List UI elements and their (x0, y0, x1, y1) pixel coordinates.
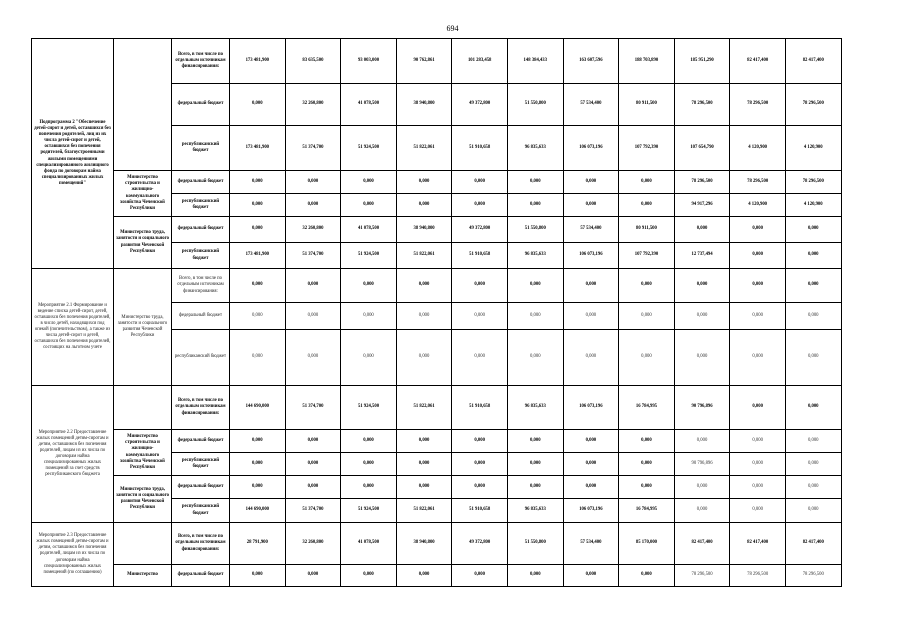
value-cell: 78 296,500 (785, 84, 841, 126)
value-cell: 0,000 (674, 476, 730, 499)
value-cell: 0,000 (285, 171, 341, 194)
value-cell: 0,000 (730, 330, 786, 386)
value-cell: 0,000 (341, 269, 397, 303)
source-total: Всего, в том числе по отдельным источникам финансирования: (172, 269, 230, 303)
value-cell: 0,000 (730, 430, 786, 453)
value-cell: 0,000 (563, 453, 619, 476)
source-federal: федеральный бюджет (172, 217, 230, 243)
value-cell: 0,000 (507, 171, 563, 194)
value-cell: 0,000 (785, 269, 841, 303)
executor-minstroy: Министерство строительства и жилищно-коммунального хозяйства Чеченской Республики (114, 430, 172, 476)
value-cell: 107 654,790 (674, 126, 730, 171)
source-republic: республиканский бюджет (172, 330, 230, 386)
value-cell: 0,000 (285, 303, 341, 330)
value-cell: 0,000 (285, 194, 341, 217)
value-cell: 0,000 (452, 171, 508, 194)
executor-cell (114, 386, 172, 430)
value-cell: 0,000 (674, 430, 730, 453)
value-cell: 41 078,500 (341, 523, 397, 565)
value-cell: 173 481,900 (230, 39, 286, 84)
value-cell: 0,000 (396, 476, 452, 499)
executor-mintrud: Министерство труда, занятости и социального развития Чеченской Республики (114, 217, 172, 269)
value-cell: 0,000 (396, 171, 452, 194)
value-cell: 0,000 (230, 84, 286, 126)
executor-ministry: Министерство (114, 565, 172, 587)
value-cell: 0,000 (341, 453, 397, 476)
value-cell: 51 822,061 (396, 386, 452, 430)
value-cell: 0,000 (507, 330, 563, 386)
value-cell: 0,000 (230, 269, 286, 303)
value-cell: 78 296,500 (674, 565, 730, 587)
budget-table (31, 38, 842, 587)
executor-mintrud: Министерство труда, занятости и социального развития Чеченской Республики (114, 476, 172, 523)
value-cell: 0,000 (730, 269, 786, 303)
value-cell: 0,000 (507, 303, 563, 330)
value-cell: 188 703,890 (619, 39, 675, 84)
value-cell: 0,000 (674, 217, 730, 243)
value-cell: 0,000 (396, 565, 452, 587)
value-cell: 57 534,400 (563, 84, 619, 126)
value-cell: 0,000 (730, 217, 786, 243)
source-republic: республиканский бюджет (172, 243, 230, 269)
value-cell: 96 835,633 (507, 243, 563, 269)
value-cell: 0,000 (230, 330, 286, 386)
value-cell: 0,000 (341, 194, 397, 217)
value-cell: 107 792,390 (619, 126, 675, 171)
value-cell: 0,000 (785, 386, 841, 430)
value-cell: 51 550,800 (507, 523, 563, 565)
value-cell: 12 737,494 (674, 243, 730, 269)
value-cell: 96 835,633 (507, 126, 563, 171)
value-cell: 96 835,633 (507, 499, 563, 523)
value-cell: 0,000 (230, 453, 286, 476)
value-cell: 51 910,658 (452, 386, 508, 430)
source-republic: республиканский бюджет (172, 453, 230, 476)
value-cell: 0,000 (730, 453, 786, 476)
value-cell: 0,000 (674, 303, 730, 330)
value-cell: 0,000 (730, 303, 786, 330)
value-cell: 107 792,390 (619, 243, 675, 269)
value-cell: 101 283,458 (452, 39, 508, 84)
value-cell: 0,000 (507, 476, 563, 499)
executor-cell (114, 523, 172, 565)
source-total: Всего, в том числе по отдельным источникам финансирования: (172, 386, 230, 430)
measure-2-1-name: Мероприятие 2.1 Формирование и ведение списка детей-сирот, детей, оставшихся без попечения родителей, в число детей, находящихся под опекой (попечительством), а также из числа детей-сирот и детей, оставшихся без попечения родителей, состоящих на льготном учете (32, 269, 114, 386)
value-cell: 78 296,500 (730, 565, 786, 587)
value-cell: 51 924,500 (341, 499, 397, 523)
value-cell: 0,000 (619, 303, 675, 330)
value-cell: 0,000 (285, 453, 341, 476)
executor-mintrud: Министерство труда, занятости и социального развития Чеченской Республики (114, 269, 172, 386)
value-cell: 0,000 (341, 565, 397, 587)
value-cell: 144 690,000 (230, 499, 286, 523)
value-cell: 51 822,061 (396, 243, 452, 269)
value-cell: 51 374,700 (285, 499, 341, 523)
value-cell: 173 481,900 (230, 126, 286, 171)
value-cell: 57 534,400 (563, 217, 619, 243)
value-cell: 80 911,500 (619, 217, 675, 243)
value-cell: 0,000 (285, 430, 341, 453)
value-cell: 0,000 (452, 453, 508, 476)
source-federal: федеральный бюджет (172, 171, 230, 194)
value-cell: 0,000 (285, 330, 341, 386)
value-cell: 0,000 (396, 453, 452, 476)
value-cell: 51 822,061 (396, 126, 452, 171)
source-republic: республиканский бюджет (172, 499, 230, 523)
value-cell: 28 791,900 (230, 523, 286, 565)
value-cell: 32 260,800 (285, 523, 341, 565)
source-federal: федеральный бюджет (172, 476, 230, 499)
value-cell: 51 924,500 (341, 126, 397, 171)
value-cell: 51 924,500 (341, 386, 397, 430)
value-cell: 51 924,500 (341, 243, 397, 269)
value-cell: 82 417,400 (785, 523, 841, 565)
value-cell: 0,000 (785, 430, 841, 453)
value-cell: 0,000 (619, 430, 675, 453)
value-cell: 78 296,500 (730, 171, 786, 194)
page-number: 694 (446, 24, 459, 33)
table-row (32, 217, 842, 243)
value-cell: 83 635,500 (285, 39, 341, 84)
value-cell: 96 835,633 (507, 386, 563, 430)
value-cell: 0,000 (730, 243, 786, 269)
value-cell: 0,000 (452, 269, 508, 303)
value-cell: 0,000 (674, 269, 730, 303)
value-cell: 78 296,500 (730, 84, 786, 126)
source-federal: федеральный бюджет (172, 84, 230, 126)
value-cell: 0,000 (619, 194, 675, 217)
value-cell: 0,000 (285, 269, 341, 303)
value-cell: 0,000 (452, 303, 508, 330)
value-cell: 0,000 (507, 430, 563, 453)
table-row (32, 523, 842, 565)
value-cell: 0,000 (396, 194, 452, 217)
value-cell: 106 073,196 (563, 386, 619, 430)
value-cell: 82 417,400 (785, 39, 841, 84)
value-cell: 0,000 (563, 194, 619, 217)
value-cell: 0,000 (563, 476, 619, 499)
value-cell: 0,000 (785, 303, 841, 330)
value-cell: 0,000 (230, 303, 286, 330)
value-cell: 0,000 (619, 453, 675, 476)
value-cell: 38 940,800 (396, 84, 452, 126)
value-cell: 51 910,658 (452, 499, 508, 523)
subprogram-2-name: Подпрограмма 2 "Обеспечение детей-сирот и детей, оставшихся без попечения родителей, лиц из их числа детей-сирот и детей, оставшихся без попечения родителей, благоустроенными жилыми помещениями специализированного жилищного фонда по договорам найма специализированных жилых помещений" (32, 39, 114, 269)
value-cell: 78 296,500 (674, 84, 730, 126)
value-cell: 0,000 (230, 430, 286, 453)
value-cell: 16 784,995 (619, 386, 675, 430)
source-republic: республиканский бюджет (172, 194, 230, 217)
source-total: Всего, в том числе по отдельным источникам финансирования: (172, 523, 230, 565)
value-cell: 0,000 (785, 330, 841, 386)
value-cell: 0,000 (452, 430, 508, 453)
value-cell: 0,000 (785, 453, 841, 476)
value-cell: 0,000 (730, 476, 786, 499)
value-cell: 0,000 (452, 194, 508, 217)
value-cell: 78 296,500 (785, 171, 841, 194)
value-cell: 0,000 (730, 386, 786, 430)
value-cell: 0,000 (396, 330, 452, 386)
value-cell: 0,000 (785, 243, 841, 269)
value-cell: 0,000 (619, 330, 675, 386)
table-row (32, 430, 842, 453)
value-cell: 90 796,896 (674, 453, 730, 476)
value-cell: 82 417,400 (730, 39, 786, 84)
table-row (32, 476, 842, 499)
value-cell: 51 550,800 (507, 84, 563, 126)
value-cell: 106 073,196 (563, 126, 619, 171)
source-federal: федеральный бюджет (172, 430, 230, 453)
value-cell: 4 120,900 (730, 126, 786, 171)
value-cell: 0,000 (507, 565, 563, 587)
value-cell: 41 078,500 (341, 84, 397, 126)
value-cell: 38 940,800 (396, 217, 452, 243)
executor-minstroy: Министерство строительства и жилищно-коммунального хозяйства Чеченской Республики (114, 171, 172, 217)
value-cell: 0,000 (619, 565, 675, 587)
value-cell: 185 951,290 (674, 39, 730, 84)
value-cell: 0,000 (674, 499, 730, 523)
source-republic: республиканский бюджет (172, 126, 230, 171)
value-cell: 106 073,196 (563, 499, 619, 523)
value-cell: 57 534,400 (563, 523, 619, 565)
value-cell: 4 120,900 (730, 194, 786, 217)
value-cell: 106 073,196 (563, 243, 619, 269)
value-cell: 0,000 (230, 565, 286, 587)
value-cell: 0,000 (619, 171, 675, 194)
value-cell: 173 481,900 (230, 243, 286, 269)
value-cell: 32 260,800 (285, 84, 341, 126)
value-cell: 41 078,500 (341, 217, 397, 243)
value-cell: 32 260,800 (285, 217, 341, 243)
value-cell: 38 940,800 (396, 523, 452, 565)
value-cell: 4 120,900 (785, 126, 841, 171)
measure-2-2-name: Мероприятие 2.2 Предоставление жилых помещений детям-сиротам и детям, оставшимся без попечения родителей, лицам из их числа по договорам найма специализированных жилых помещений за счет средств республиканского бюджета (32, 386, 114, 523)
value-cell: 0,000 (563, 330, 619, 386)
value-cell: 49 372,800 (452, 523, 508, 565)
value-cell: 0,000 (507, 269, 563, 303)
executor-cell (114, 39, 172, 171)
value-cell: 0,000 (230, 194, 286, 217)
value-cell: 0,000 (619, 269, 675, 303)
value-cell: 0,000 (730, 499, 786, 523)
value-cell: 0,000 (396, 430, 452, 453)
value-cell: 0,000 (507, 453, 563, 476)
value-cell: 0,000 (507, 194, 563, 217)
value-cell: 16 784,995 (619, 499, 675, 523)
value-cell: 0,000 (674, 330, 730, 386)
value-cell: 0,000 (563, 430, 619, 453)
value-cell: 78 296,500 (674, 171, 730, 194)
value-cell: 0,000 (285, 565, 341, 587)
value-cell: 148 384,433 (507, 39, 563, 84)
value-cell: 0,000 (230, 476, 286, 499)
value-cell: 94 917,296 (674, 194, 730, 217)
value-cell: 0,000 (341, 330, 397, 386)
measure-2-3-name: Мероприятие 2.3 Предоставление жилых помещений детям-сиротам и детям, оставшимся без попечения родителей, лицам из их числа по договорам найма специализированных жилых помещений (по соглашению) (32, 523, 114, 587)
value-cell: 0,000 (785, 217, 841, 243)
value-cell: 0,000 (341, 476, 397, 499)
value-cell: 0,000 (396, 303, 452, 330)
value-cell: 0,000 (341, 171, 397, 194)
value-cell: 0,000 (230, 171, 286, 194)
value-cell: 0,000 (563, 303, 619, 330)
value-cell: 78 296,500 (785, 565, 841, 587)
value-cell: 0,000 (452, 330, 508, 386)
value-cell: 49 372,800 (452, 217, 508, 243)
value-cell: 0,000 (285, 476, 341, 499)
table-row (32, 565, 842, 587)
value-cell: 90 796,896 (674, 386, 730, 430)
value-cell: 0,000 (563, 565, 619, 587)
value-cell: 51 374,700 (285, 243, 341, 269)
table-row (32, 269, 842, 303)
value-cell: 163 607,596 (563, 39, 619, 84)
value-cell: 0,000 (785, 476, 841, 499)
value-cell: 0,000 (341, 430, 397, 453)
source-federal: федеральный бюджет (172, 303, 230, 330)
value-cell: 82 417,400 (730, 523, 786, 565)
value-cell: 0,000 (563, 269, 619, 303)
value-cell: 49 372,800 (452, 84, 508, 126)
value-cell: 51 822,061 (396, 499, 452, 523)
value-cell: 0,000 (785, 499, 841, 523)
value-cell: 4 120,900 (785, 194, 841, 217)
value-cell: 51 374,700 (285, 386, 341, 430)
table-row (32, 39, 842, 84)
value-cell: 0,000 (452, 565, 508, 587)
value-cell: 51 374,700 (285, 126, 341, 171)
value-cell: 51 910,658 (452, 243, 508, 269)
value-cell: 0,000 (230, 217, 286, 243)
value-cell: 82 417,400 (674, 523, 730, 565)
value-cell: 51 910,658 (452, 126, 508, 171)
table-row (32, 171, 842, 194)
value-cell: 93 003,000 (341, 39, 397, 84)
value-cell: 0,000 (341, 303, 397, 330)
value-cell: 80 911,500 (619, 84, 675, 126)
value-cell: 144 690,000 (230, 386, 286, 430)
source-federal: федеральный бюджет (172, 565, 230, 587)
table-row (32, 386, 842, 430)
value-cell: 0,000 (452, 476, 508, 499)
value-cell: 51 550,800 (507, 217, 563, 243)
value-cell: 0,000 (396, 269, 452, 303)
value-cell: 90 762,861 (396, 39, 452, 84)
value-cell: 0,000 (563, 171, 619, 194)
value-cell: 85 170,000 (619, 523, 675, 565)
source-total: Всего, в том числе по отдельным источникам финансирования: (172, 39, 230, 84)
value-cell: 0,000 (619, 476, 675, 499)
